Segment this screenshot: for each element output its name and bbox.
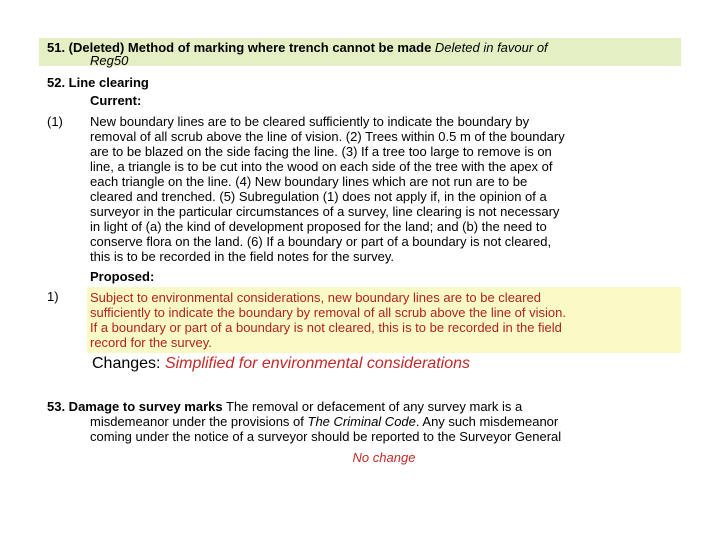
proposed-label: Proposed: xyxy=(90,269,155,284)
criminal-code-reference: The Criminal Code xyxy=(307,414,416,429)
current-number: (1) xyxy=(47,114,63,129)
text-line: Subject to environmental considerations, new boundary lines are to be cleared xyxy=(90,290,541,305)
section-53-line: coming under the notice of a surveyor should be reported to the Surveyor General xyxy=(90,429,562,444)
changes-line xyxy=(92,354,470,374)
section-53-text: . Any such misdemeanor xyxy=(415,414,559,429)
current-label: Current: xyxy=(90,93,142,108)
section-53-text: misdemeanor under the provisions of xyxy=(90,414,304,429)
section-52-title: 52. Line clearing xyxy=(47,75,149,90)
text-line: removal of all scrub above the line of vision. (2) Trees within 0.5 m of the boundary xyxy=(90,129,565,144)
text-line: this is to be recorded in the field notes for the survey. xyxy=(90,249,394,264)
section-51-title: 51. (Deleted) Method of marking where trench cannot be made xyxy=(47,40,432,55)
current-regulation-text xyxy=(90,114,695,264)
text-line: surveyor in the particular circumstances of a survey, line clearing is not necessary xyxy=(90,204,560,219)
proposed-number: 1) xyxy=(47,289,59,304)
section-53-text: The removal or defacement of any survey mark is a xyxy=(226,399,523,414)
section-53-line xyxy=(47,399,697,414)
text-line: each triangle on the line. (4) New boundary lines which are not run are to be xyxy=(90,174,528,189)
section-51-note: Deleted in favour of xyxy=(434,40,548,55)
text-line: New boundary lines are to be cleared sufficiently to indicate the boundary by xyxy=(90,114,530,129)
text-line: sufficiently to indicate the boundary by removal of all scrub above the line of vision. xyxy=(90,305,566,320)
text-line: cleared and trenched. (5) Subregulation (1) does not apply if, in the opinion of a xyxy=(90,189,547,204)
changes-value: Simplified for environmental considerations xyxy=(164,355,470,372)
section-51-note-continued: Reg50 xyxy=(90,53,129,68)
section-53-line xyxy=(47,414,697,429)
text-line: If a boundary or part of a boundary is not cleared, this is to be recorded in the field xyxy=(90,320,562,335)
section-53 xyxy=(47,399,697,444)
text-line: line, a triangle is to be cut into the wood on each side of the tree with the apex of xyxy=(90,159,553,174)
text-line: conserve flora on the land. (6) If a boundary or part of a boundary is not cleared, xyxy=(90,234,552,249)
section-53-title: 53. Damage to survey marks xyxy=(47,399,223,414)
changes-label: Changes: xyxy=(92,355,161,372)
text-line: record for the survey. xyxy=(90,335,212,350)
proposed-regulation-text xyxy=(90,290,682,350)
text-line: in light of (a) the kind of development proposed for the land; and (b) the need to xyxy=(90,219,547,234)
no-change-note: No change xyxy=(352,450,416,465)
text-line: are to be blazed on the side facing the line. (3) If a tree too large to remove is on xyxy=(90,144,552,159)
